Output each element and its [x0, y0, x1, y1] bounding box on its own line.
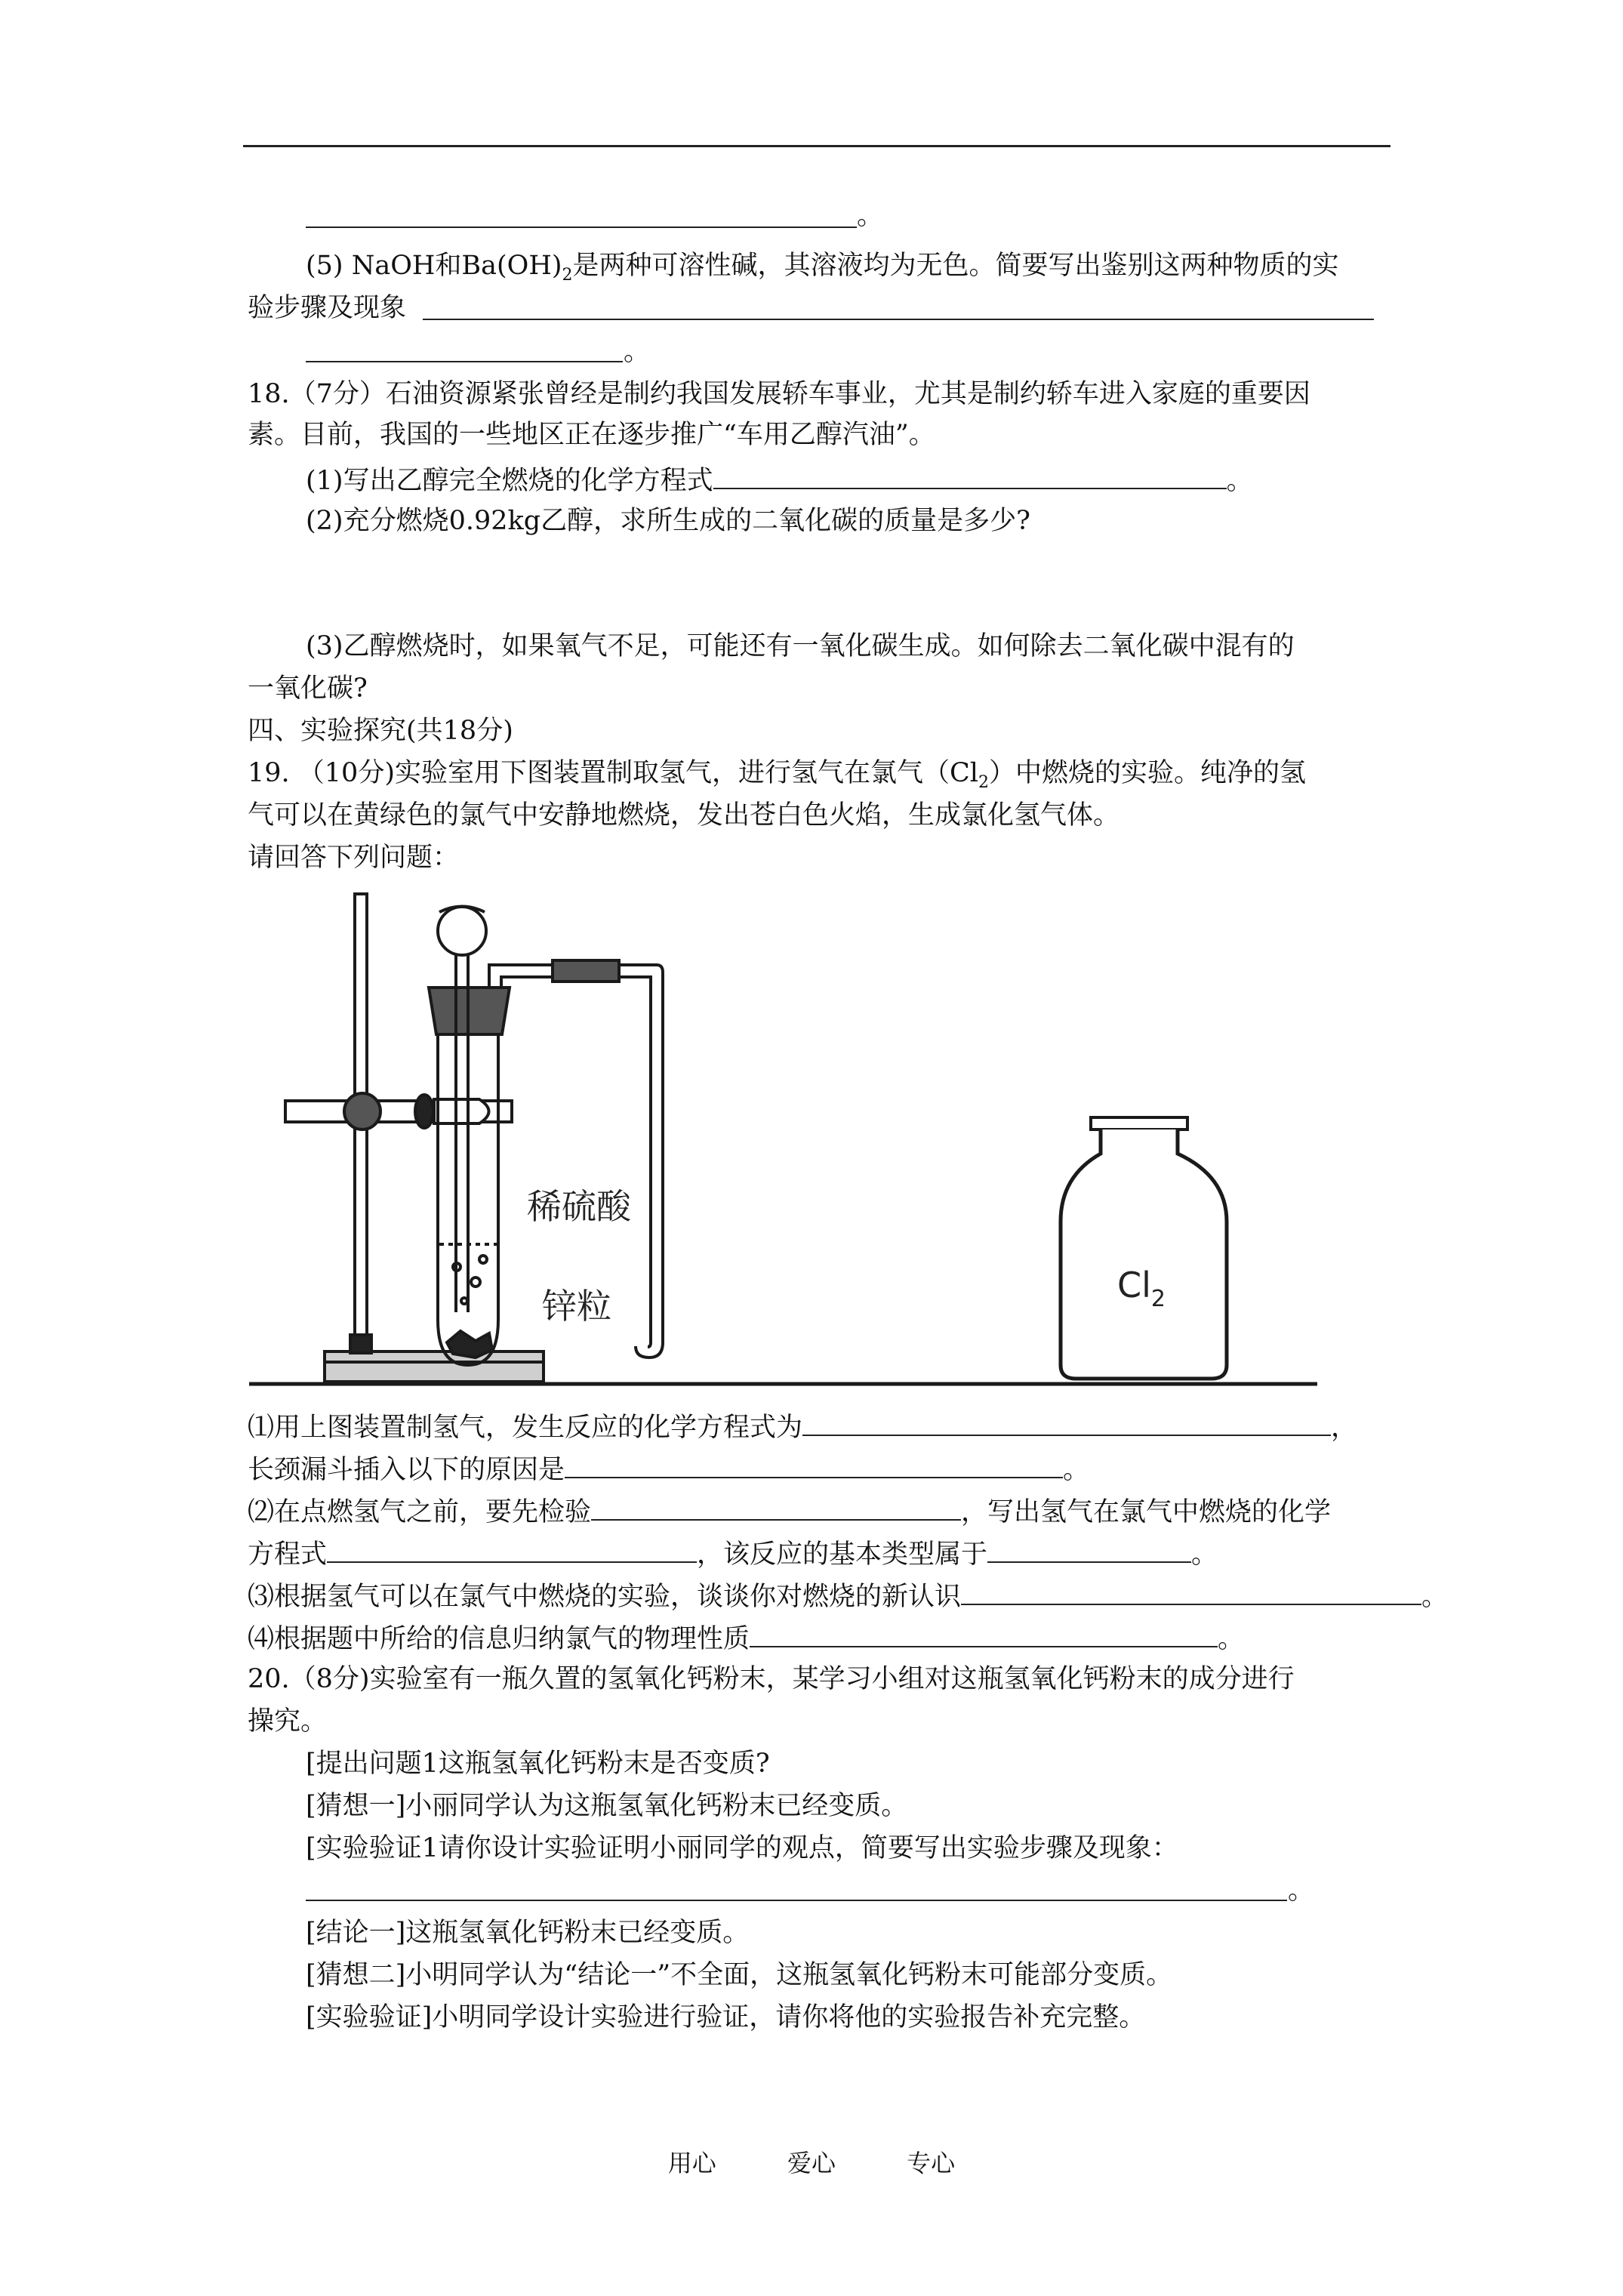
answer-line [306, 1900, 1287, 1901]
apparatus-figure [249, 889, 1329, 1395]
q19-sub2-line1: ⑵在点燃氢气之前，要先检验 ，写出氢气在氯气中燃烧的化学 [248, 1492, 1331, 1528]
q17-5-line2: 验步骤及现象 [248, 293, 407, 323]
q19-line2: 气可以在黄绿色的氯气中安静地燃烧，发出苍白色火焰，生成氯化氢气体。 [248, 800, 1120, 831]
q18-line1: 18.（7分）石油资源紧张曾经是制约我国发展轿车事业，尤其是制约轿车进入家庭的重要因 [248, 379, 1310, 409]
apparatus-diagram [249, 889, 1329, 1395]
label-chlorine: $Cl_2$ [1117, 1265, 1166, 1312]
q20-line1: 20.（8分)实验室有一瓶久置的氢氧化钙粉末，某学习小组对这瓶氢氧化钙粉末的成分进行 [248, 1664, 1295, 1694]
section-heading: 四、实验探究(共18分) [248, 716, 513, 746]
q19-sub4: ⑷根据题中所给的信息归纳氯气的物理性质 。 [248, 1619, 1244, 1655]
q18-part2: (2)充分燃烧0.92kg乙醇，求所生成的二氧化碳的质量是多少? [306, 506, 1030, 536]
q19-sub1-line2: 长颈漏斗插入以下的原因是 。 [248, 1450, 1089, 1486]
answer-line [423, 319, 1374, 320]
q18-part3-line1: (3)乙醇燃烧时，如果氧气不足，可能还有一氧化碳生成。如何除去二氧化碳中混有的 [306, 631, 1295, 661]
q19-line3: 请回答下列问题： [248, 843, 460, 873]
q20-question1: [提出问题1这瓶氢氧化钙粉末是否变质? [306, 1749, 770, 1779]
q18-part1: (1)写出乙醇完全燃烧的化学方程式 。 [306, 461, 1253, 497]
page-footer [0, 2144, 1623, 2179]
end-mark: 。 [857, 201, 884, 231]
q17-5-line1: (5) NaOH和$Ba(OH)_2$是两种可溶性碱，其溶液均为无色。简要写出鉴别这两种物质的实 [306, 251, 1339, 285]
footer-word: 爱心 [787, 2149, 836, 2177]
q20-verify2: [实验验证]小明同学设计实验进行验证，请你将他的实验报告补充完整。 [306, 2002, 1146, 2032]
q19-sub3: ⑶根据氢气可以在氯气中燃烧的实验，谈谈你对燃烧的新认识 。 [248, 1576, 1448, 1613]
label-dilute-sulfuric-acid: 稀硫酸 [527, 1186, 631, 1227]
q18-part3-line2: 一氧化碳? [248, 673, 368, 704]
q20-verify1: [实验验证1请你设计实验证明小丽同学的观点，简要写出实验步骤及现象： [306, 1833, 1178, 1863]
footer-word: 用心 [667, 2149, 716, 2177]
answer-line [306, 227, 857, 228]
answer-line [306, 361, 623, 362]
footer-word: 专心 [907, 2149, 956, 2177]
q20-conclusion1: [结论一]这瓶氢氧化钙粉末已经变质。 [306, 1918, 750, 1948]
q20-hypothesis1: [猜想一]小丽同学认为这瓶氢氧化钙粉末已经变质。 [306, 1791, 908, 1821]
q18-line2: 素。目前，我国的一些地区正在逐步推广“车用乙醇汽油”。 [248, 420, 935, 450]
header-rule [243, 145, 1390, 147]
q20-line2: 操究。 [248, 1706, 328, 1737]
q20-hypothesis2: [猜想二]小明同学认为“结论一”不全面，这瓶氢氧化钙粉末可能部分变质。 [306, 1960, 1173, 1990]
q19-line1: 19. （10分)实验室用下图装置制取氢气，进行氢气在氯气$(Cl_2)$中燃烧的实验。纯净的氢 [248, 758, 1306, 792]
end-mark: 。 [624, 337, 651, 367]
label-zinc-granules: 锌粒 [542, 1286, 611, 1327]
q19-sub1-line1: ⑴用上图装置制氢气，发生反应的化学方程式为 ， [248, 1407, 1357, 1444]
q19-sub2-line2: 方程式 ，该反应的基本类型属于 。 [248, 1534, 1218, 1570]
end-mark: 。 [1288, 1875, 1315, 1906]
